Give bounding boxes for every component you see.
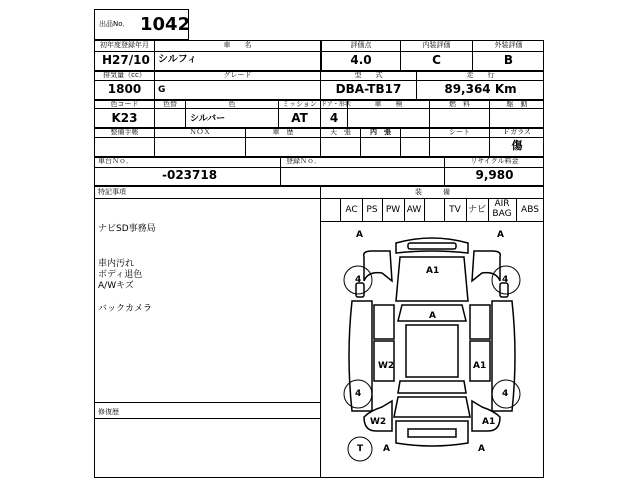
remark-3: バックカメラ: [98, 304, 153, 314]
car-name-value: シルフィ: [158, 54, 197, 65]
fuel-label: 燃 料: [449, 100, 470, 108]
sunroof-label: 天 張: [330, 128, 351, 136]
equip-abs: ABS: [521, 205, 539, 215]
chassis-label: 車台Ｎｏ．: [98, 157, 133, 165]
mark-tire-fr: 4: [502, 275, 509, 285]
mark-front-left: A: [356, 230, 363, 240]
mark-trunk-right: A: [478, 444, 485, 454]
car-damage-diagram: [320, 221, 544, 478]
mark-tire-rl: 4: [355, 389, 362, 399]
equip-tv: TV: [449, 205, 461, 215]
drive-label: 駆 動: [506, 100, 528, 108]
remarks-label: 特記事項: [98, 188, 126, 196]
remark-2: 車内汚れ ボディ退色 A/Wキズ: [98, 259, 143, 291]
score-value: 4.0: [350, 53, 372, 67]
history-label: 車 歴: [272, 128, 294, 136]
recycle-label: リサイクル料金: [470, 157, 519, 165]
glass-label: Ｆガラス: [503, 128, 531, 136]
grade-label: グレード: [223, 71, 252, 79]
first-reg-label: 初年度登録年月: [100, 41, 149, 49]
repair-label: 修復歴: [98, 408, 119, 416]
mileage-value: 89,364 Km: [444, 82, 517, 96]
color-code-label: 色コード: [110, 100, 139, 108]
color-label: 色: [228, 100, 236, 108]
registration-label: 登録Ｎｏ．: [286, 157, 321, 165]
equip-ps: PS: [366, 205, 378, 215]
equip-aw: AW: [406, 205, 422, 215]
lot-number-box: [94, 9, 189, 40]
mark-hood: A1: [426, 266, 440, 276]
mark-roof: A: [429, 311, 436, 321]
remark-1: ナビSD事務局: [98, 224, 156, 234]
exterior-label: 外装評価: [494, 41, 523, 49]
color-code-value: K23: [111, 111, 138, 125]
mark-trunk-left: A: [383, 444, 390, 454]
recycle-value: 9,980: [475, 168, 514, 182]
mark-front-right: A: [497, 230, 504, 240]
doors-value: 4: [329, 111, 339, 125]
equipment-label: 装 備: [415, 188, 450, 196]
color-change-label: 色替: [163, 100, 177, 108]
transmission-value: AT: [291, 111, 308, 125]
model-value: DBA-TB17: [335, 82, 402, 96]
mileage-label: 走 行: [466, 71, 495, 79]
mark-left-side: W2: [378, 361, 395, 371]
color-value: シルバー: [190, 114, 226, 124]
seat-label: シート: [449, 128, 470, 136]
displacement-label: 排気量（cc）: [103, 71, 146, 79]
doors-label: ドア・形状: [321, 101, 351, 108]
mark-tire-rr: 4: [502, 389, 509, 399]
mark-tire-fl: 4: [355, 275, 362, 285]
transmission-label: ミッション: [282, 100, 317, 108]
car-name-label: 車 名: [223, 41, 252, 49]
mark-rear-left: W2: [370, 417, 387, 427]
equip-ac: AC: [345, 205, 358, 215]
mark-spare: T: [357, 444, 364, 454]
equip-pw: PW: [385, 205, 401, 215]
interior-label: 内装評価: [422, 41, 451, 49]
manual-label: 整備手帳: [110, 128, 139, 136]
interior-value: C: [432, 53, 441, 67]
interior2-label: 内 張: [370, 128, 391, 136]
score-label: 評価点: [350, 41, 372, 49]
displacement-value: 1800: [107, 82, 142, 96]
lot-number: 1042: [140, 14, 191, 35]
inspection-label: 車 検: [374, 100, 403, 108]
mark-rear-right: A1: [482, 417, 496, 427]
mark-right-side: A1: [473, 361, 487, 371]
nox-label: ＮＯＸ: [189, 128, 211, 136]
glass-value: 傷: [511, 139, 523, 152]
exterior-value: B: [503, 53, 514, 67]
grade-value: G: [158, 85, 166, 95]
equip-navi: ナビ: [467, 205, 486, 215]
lot-number-label: 出品No．: [99, 20, 130, 28]
chassis-value: -023718: [162, 168, 218, 182]
equip-airbag: AIR BAG: [492, 199, 512, 219]
first-reg-value: H27/10: [102, 53, 150, 67]
model-label: 型 式: [354, 71, 383, 79]
